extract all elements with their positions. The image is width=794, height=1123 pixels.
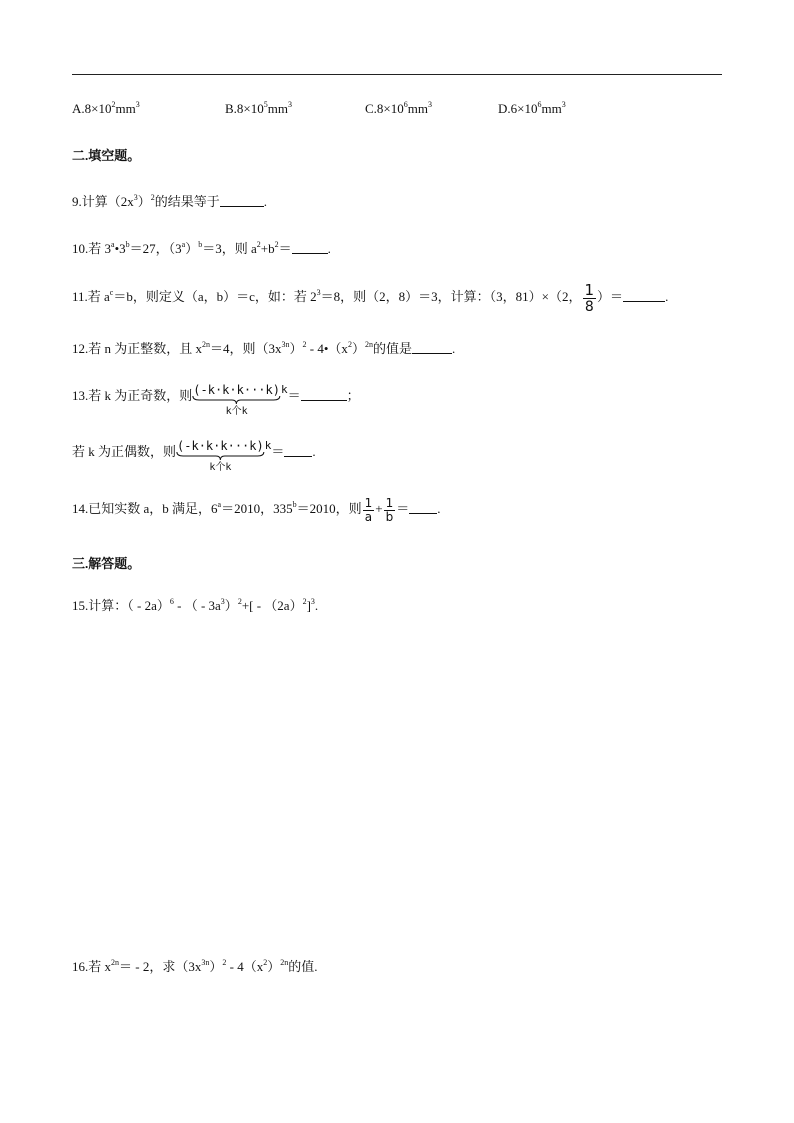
option-a: $A.8\times 10^2mm^3$ (72, 100, 140, 116)
header-rule (72, 74, 722, 75)
question-13-odd: 13.若 k 为正奇数，则(-k·k·k···k) k个k $^k$＝ ； (72, 383, 360, 417)
question-15: 15.计算：（ - 2a）$^6$ - （ - $3a^3)^2+[ - (2a)^2]^3$. (72, 597, 319, 613)
answer-blank[interactable] (284, 444, 312, 457)
section-fill-blank-title: 二.填空题。 (72, 148, 141, 163)
question-10: 10.若 $3^a•3^b=27$，$(3^a)^b=3$，则 $a^2+b^2=$ . (72, 240, 331, 256)
underbrace-expression: (-k·k·k···k) k个k (193, 383, 280, 417)
option-c: $C.8\times 10^6mm^3$ (365, 100, 432, 116)
question-16: 16.若 $x^{2n}= - 2$，求$(3x^{3n})^2 - 4(x^2)^{2n}$的值. (72, 958, 318, 974)
fraction-one-eighth: $\frac{1}{8}$ (584, 280, 595, 315)
option-b: $B.8\times 10^5mm^3$ (225, 100, 292, 116)
option-d: $D.6\times 10^6mm^3$ (498, 100, 566, 116)
question-9: 9.计算$(2x^3)^2$的结果等于 . (72, 193, 268, 209)
answer-blank[interactable] (409, 501, 437, 514)
question-11: 11.若 $a^c=b$，则定义（a，b）＝c，如：若 $2^3=8$，则（2，8）＝3，计算：（3，81）×（2， $\frac{1}{8}$ ）＝ . (72, 280, 669, 315)
question-13-even: 若 k 为正偶数，则(-k·k·k···k) k个k $^k$＝ . (72, 439, 316, 473)
answer-blank[interactable] (301, 388, 347, 401)
answer-blank[interactable] (412, 341, 452, 354)
underbrace-expression: (-k·k·k···k) k个k (177, 439, 264, 473)
question-12: 12.若 n 为正整数，且 $x^{2n}=4$，则$(3x^{3n})^2$ - $4•(x^2)^{2n}$的值是 . (72, 340, 456, 356)
answer-blank[interactable] (220, 194, 264, 207)
section-answer-title: 三.解答题。 (72, 556, 141, 571)
fraction-one-over-a: $\frac{1}{a}$ (364, 495, 373, 524)
answer-blank[interactable] (623, 289, 665, 302)
answer-blank[interactable] (292, 241, 328, 254)
fraction-one-over-b: $\frac{1}{b}$ (385, 495, 394, 524)
question-14: 14.已知实数 a，b 满足，$6^a=2010$，$335^b=2010$，则 $\frac{1}{a}$ + $\frac{1}{b}$ ＝ . (72, 495, 441, 524)
